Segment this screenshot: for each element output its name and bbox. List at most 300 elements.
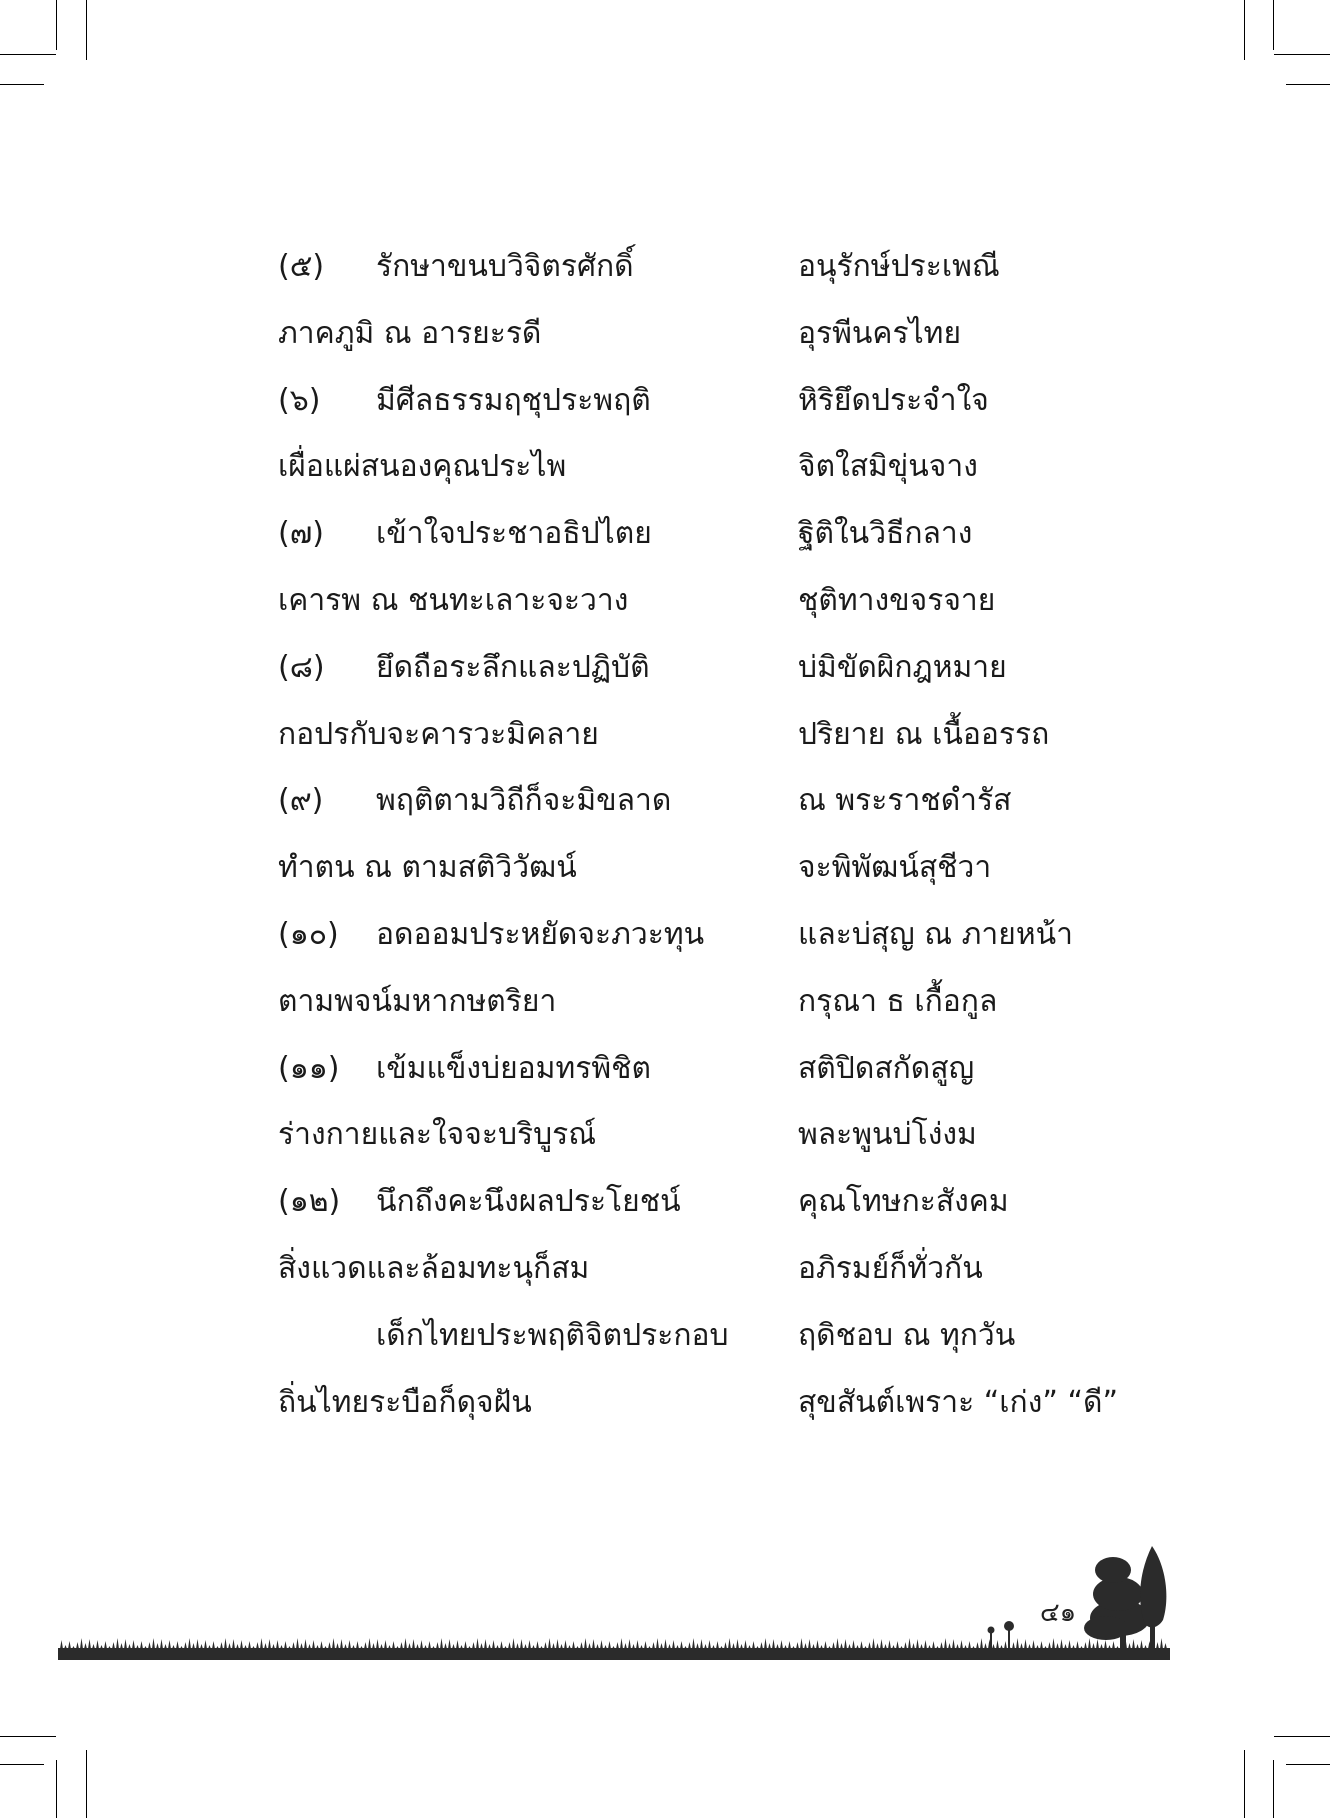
grass-blade <box>184 1642 187 1649</box>
poem-left-hemistich: เคารพ ณ ชนทะเลาะจะวาง <box>278 582 629 618</box>
grass-blade <box>776 1644 779 1649</box>
grass-blade <box>792 1646 795 1649</box>
grass-blade <box>96 1640 99 1649</box>
grass-blade <box>476 1638 479 1649</box>
grass-blade <box>556 1639 559 1649</box>
grass-blade <box>644 1641 647 1649</box>
grass-blade <box>124 1639 127 1649</box>
grass-blade <box>828 1646 831 1649</box>
flower-icon <box>988 1621 1015 1648</box>
grass-blade <box>288 1646 291 1649</box>
grass-blade <box>672 1640 675 1649</box>
grass-blade <box>632 1644 635 1649</box>
grass-blade <box>168 1640 171 1649</box>
grass-blade <box>656 1638 659 1649</box>
grass-blade <box>1036 1645 1039 1649</box>
grass-blade <box>636 1640 639 1649</box>
grass-blade <box>240 1640 243 1649</box>
poem-right-hemistich: กรุณา ธ เกื้อกูล <box>798 983 998 1019</box>
grass-blade <box>156 1643 159 1649</box>
grass-blade <box>292 1642 295 1649</box>
grass-blade <box>460 1645 463 1649</box>
grass-blade <box>764 1638 767 1649</box>
grass-blade <box>160 1639 163 1649</box>
grass-blade <box>772 1639 775 1649</box>
grass-blade <box>260 1638 263 1649</box>
grass-blade <box>304 1639 307 1649</box>
grass-blade <box>1060 1639 1063 1649</box>
grass-blade <box>324 1646 327 1649</box>
grass-blade <box>332 1638 335 1649</box>
poem-right-hemistich: ณ พระราชดำรัส <box>798 783 1012 819</box>
grass-blade <box>284 1641 287 1649</box>
grass-blade <box>620 1638 623 1649</box>
grass-blade <box>948 1643 951 1649</box>
grass-blade <box>472 1642 475 1649</box>
grass-blade <box>272 1644 275 1649</box>
grass-blade <box>824 1641 827 1649</box>
grass-blade <box>600 1640 603 1649</box>
grass-blade <box>944 1638 947 1649</box>
grass-blade <box>336 1643 339 1649</box>
grass-blade <box>220 1642 223 1649</box>
grass-blade <box>760 1642 763 1649</box>
grass-blade <box>680 1641 683 1649</box>
poem-left-hemistich: พฤติตามวิถีก็จะมิขลาด <box>376 783 672 819</box>
grass-blade <box>400 1642 403 1649</box>
grass-blade <box>192 1643 195 1649</box>
grass-blade <box>804 1643 807 1649</box>
grass-blade <box>1004 1641 1007 1649</box>
grass-blade <box>544 1642 547 1649</box>
grass-blade <box>852 1640 855 1649</box>
grass-blade <box>836 1638 839 1649</box>
grass-blade <box>712 1645 715 1649</box>
grass-blade <box>1028 1644 1031 1649</box>
grass-blade <box>768 1643 771 1649</box>
grass-blade <box>856 1645 859 1649</box>
grass-blade <box>912 1643 915 1649</box>
grass-blade <box>1164 1643 1167 1649</box>
poem-right-hemistich: พละพูนบ่โง่งม <box>798 1117 977 1153</box>
poem-right-hemistich: ปริยาย ณ เนื้ออรรถ <box>798 716 1050 752</box>
poem-right-hemistich: ฤดิชอบ ณ ทุกวัน <box>798 1317 1016 1353</box>
grass-blade <box>440 1638 443 1649</box>
grass-blade <box>1056 1643 1059 1649</box>
poem-left-hemistich: รักษาขนบวิจิตรศักดิ์ <box>376 249 634 284</box>
grass-blade <box>796 1642 799 1649</box>
grass-blade <box>848 1644 851 1649</box>
poem-right-hemistich: คุณโทษกะสังคม <box>798 1184 1009 1220</box>
grass-blade <box>232 1639 235 1649</box>
grass-blade <box>732 1643 735 1649</box>
grass-blade <box>736 1639 739 1649</box>
grass-blade <box>612 1646 615 1649</box>
grass-blade <box>864 1646 867 1649</box>
grass-blade <box>116 1638 119 1649</box>
poem-left-hemistich: เข้าใจประชาอธิปไตย <box>376 516 652 552</box>
poem-right-hemistich: อภิรมย์ก็ทั่วกัน <box>798 1250 983 1286</box>
grass-blade <box>1160 1638 1163 1649</box>
grass-blade <box>1088 1638 1091 1649</box>
grass-blade <box>1108 1645 1111 1649</box>
grass-blade <box>196 1639 199 1649</box>
grass-blade <box>320 1641 323 1649</box>
grass-blade <box>640 1645 643 1649</box>
grass-blade <box>496 1645 499 1649</box>
grass-blade <box>820 1645 823 1649</box>
grass-blade <box>144 1646 147 1649</box>
grass-blade <box>984 1643 987 1649</box>
grass-blade <box>700 1639 703 1649</box>
poem-right-hemistich: สุขสันต์เพราะ “เก่ง” “ดี” <box>798 1384 1119 1420</box>
grass-blade <box>524 1644 527 1649</box>
poem-left-hemistich: เข้มแข็งบ่ยอมทรพิชิต <box>376 1050 651 1086</box>
grass-blade <box>1068 1640 1071 1649</box>
page-number: ๔๑ <box>1040 1598 1077 1628</box>
stanza-number: (๖) <box>278 382 321 418</box>
grass-blade <box>252 1646 255 1649</box>
grass-blade <box>424 1645 427 1649</box>
poem-left-hemistich: มีศีลธรรมฤชุประพฤติ <box>376 382 651 418</box>
grass-blade <box>68 1641 71 1649</box>
grass-blade <box>452 1644 455 1649</box>
grass-blade <box>716 1641 719 1649</box>
grass-blade <box>1048 1642 1051 1649</box>
grass-blade <box>1040 1641 1043 1649</box>
grass-blade <box>928 1645 931 1649</box>
grass-blade <box>816 1640 819 1649</box>
grass-blade <box>216 1646 219 1649</box>
poem-left-hemistich: ภาคภูมิ ณ อารยะรดี <box>278 315 542 351</box>
grass-blade <box>756 1646 759 1649</box>
grass-blade <box>188 1638 191 1649</box>
grass-blade <box>64 1645 67 1649</box>
grass-blade <box>528 1640 531 1649</box>
grass-blade <box>380 1644 383 1649</box>
grass-blade <box>972 1646 975 1649</box>
grass-blade <box>340 1639 343 1649</box>
grass-blade <box>104 1641 107 1649</box>
grass-blade <box>448 1639 451 1649</box>
grass-blade <box>352 1645 355 1649</box>
grass-blade <box>392 1641 395 1649</box>
poem-left-hemistich: ตามพจน์มหากษตริยา <box>278 983 557 1019</box>
grass-blade <box>976 1642 979 1649</box>
grass-blade <box>616 1642 619 1649</box>
grass-blade <box>728 1638 731 1649</box>
grass-blade <box>296 1638 299 1649</box>
grass-blade <box>788 1641 791 1649</box>
grass-blade <box>596 1644 599 1649</box>
grass-blade <box>688 1642 691 1649</box>
grass-blade <box>1112 1641 1115 1649</box>
grass-blade <box>120 1643 123 1649</box>
grass-blade <box>244 1645 247 1649</box>
poem-left-hemistich: ทำตน ณ ตามสติวิวัฒน์ <box>278 850 577 886</box>
grass-blade <box>404 1638 407 1649</box>
grass-blade <box>328 1642 331 1649</box>
grass-blade <box>280 1645 283 1649</box>
grass-blade <box>1092 1643 1095 1649</box>
poem-left-hemistich: เด็กไทยประพฤติจิตประกอบ <box>376 1317 729 1353</box>
grass-blade <box>60 1640 63 1649</box>
stanza-number: (๘) <box>278 649 325 685</box>
grass-blade <box>744 1640 747 1649</box>
grass-blade <box>660 1643 663 1649</box>
grass-blade <box>872 1638 875 1649</box>
grass-blade <box>812 1644 815 1649</box>
grass-blade <box>704 1644 707 1649</box>
stanza-number: (๑๑) <box>278 1050 340 1086</box>
grass-blade <box>212 1641 215 1649</box>
grass-blade <box>500 1641 503 1649</box>
grass-blade <box>136 1645 139 1649</box>
grass-blade <box>140 1641 143 1649</box>
grass-blade <box>1044 1646 1047 1649</box>
grass-blade <box>504 1646 507 1649</box>
grass-blade <box>84 1643 87 1649</box>
grass-blade <box>436 1642 439 1649</box>
grass-blade <box>652 1642 655 1649</box>
grass-blade <box>884 1644 887 1649</box>
grass-blade <box>416 1644 419 1649</box>
grass-blade <box>1096 1639 1099 1649</box>
grass-blade <box>900 1646 903 1649</box>
poem-left-hemistich: กอปรกับจะคารวะมิคลาย <box>278 716 599 752</box>
grass-blade <box>624 1643 627 1649</box>
grass-blade <box>508 1642 511 1649</box>
grass-blade <box>176 1641 179 1649</box>
grass-blade <box>412 1639 415 1649</box>
grass-blade <box>648 1646 651 1649</box>
grass-blade <box>372 1643 375 1649</box>
grass-blade <box>376 1639 379 1649</box>
grass-blade <box>960 1640 963 1649</box>
grass-blade <box>152 1638 155 1649</box>
grass-blade <box>224 1638 227 1649</box>
grass-blade <box>1076 1641 1079 1649</box>
grass-blade <box>832 1642 835 1649</box>
grass-blade <box>384 1640 387 1649</box>
stanza-number: (๙) <box>278 783 324 819</box>
grass-blade <box>512 1638 515 1649</box>
grass-blade <box>88 1639 91 1649</box>
poem-right-hemistich: ฐิติในวิธีกลาง <box>798 516 973 552</box>
poem-left-hemistich: ถิ่นไทยระบือก็ดุจฝัน <box>278 1384 532 1420</box>
grass-blade <box>952 1639 955 1649</box>
grass-blade <box>1084 1642 1087 1649</box>
grass-blade <box>1104 1640 1107 1649</box>
grass-blade <box>520 1639 523 1649</box>
grass-blade <box>76 1642 79 1649</box>
grass-blade <box>996 1640 999 1649</box>
grass-blade <box>128 1644 131 1649</box>
grass-blade <box>548 1638 551 1649</box>
poem-right-hemistich: ชุติทางขจรจาย <box>798 582 996 618</box>
grass-blade <box>932 1641 935 1649</box>
grass-blade <box>552 1643 555 1649</box>
grass-blade <box>1156 1642 1159 1649</box>
grass-blade <box>428 1641 431 1649</box>
grass-blade <box>664 1639 667 1649</box>
poem-left-hemistich: เผื่อแผ่สนองคุณประไพ <box>278 449 567 485</box>
grass-blade <box>388 1645 391 1649</box>
grass-blade <box>696 1643 699 1649</box>
grass-blade <box>628 1639 631 1649</box>
grass-blade <box>740 1644 743 1649</box>
grass-blade <box>264 1643 267 1649</box>
grass-blade <box>724 1642 727 1649</box>
grass-blade <box>112 1642 115 1649</box>
grass-blade <box>248 1641 251 1649</box>
grass-blade <box>1032 1640 1035 1649</box>
grass-blade <box>536 1641 539 1649</box>
grass-blade <box>1024 1639 1027 1649</box>
grass-blade <box>208 1645 211 1649</box>
grass-blade <box>936 1646 939 1649</box>
poem-right-hemistich: หิริยึดประจำใจ <box>798 382 989 418</box>
grass-blade <box>800 1638 803 1649</box>
grass-blade <box>568 1645 571 1649</box>
poem-left-hemistich: ยึดถือระลึกและปฏิบัติ <box>376 649 650 685</box>
grass-blade <box>236 1644 239 1649</box>
grass-blade <box>592 1639 595 1649</box>
grass-blade <box>408 1643 411 1649</box>
tall-tree-icon <box>1140 1546 1166 1648</box>
grass-blade <box>572 1641 575 1649</box>
round-tree-icon <box>1084 1557 1150 1648</box>
stanza-number: (๗) <box>278 516 324 552</box>
poem-left-hemistich: สิ่งแวดและล้อมทะนุก็สม <box>278 1250 590 1286</box>
poem-right-hemistich: จิตใสมิขุ่นจาง <box>798 449 978 485</box>
grass-blade <box>904 1642 907 1649</box>
grass-blade <box>532 1645 535 1649</box>
poem-left-hemistich: นึกถึงคะนึงผลประโยชน์ <box>376 1184 681 1220</box>
grass-blade <box>300 1643 303 1649</box>
grass-blade <box>92 1644 95 1649</box>
grass-blade <box>132 1640 135 1649</box>
grass-blade <box>1016 1638 1019 1649</box>
grass-blade <box>396 1646 399 1649</box>
grass-blade <box>456 1640 459 1649</box>
stanza-number: (๕) <box>278 249 325 284</box>
grass-blade <box>268 1639 271 1649</box>
grass-blade <box>364 1642 367 1649</box>
ground-strip <box>58 1648 1170 1660</box>
grass-blade <box>172 1645 175 1649</box>
grass-blade <box>752 1641 755 1649</box>
grass-blade <box>980 1638 983 1649</box>
grass-blade <box>1136 1644 1139 1649</box>
grass-blade <box>164 1644 167 1649</box>
grass-blade <box>348 1640 351 1649</box>
grass-blade <box>1116 1646 1119 1649</box>
grass-blade <box>604 1645 607 1649</box>
grass-blade <box>868 1642 871 1649</box>
grass-blade <box>992 1644 995 1649</box>
grass-blade <box>920 1644 923 1649</box>
grass-blade <box>956 1644 959 1649</box>
grass-blade <box>780 1640 783 1649</box>
grass-blade <box>924 1640 927 1649</box>
grass-blade <box>256 1642 259 1649</box>
grass-blade <box>876 1643 879 1649</box>
grass-blade <box>100 1645 103 1649</box>
grass-blade <box>844 1639 847 1649</box>
grass-blade <box>276 1640 279 1649</box>
grass-blade <box>1020 1643 1023 1649</box>
grass-blade <box>1080 1646 1083 1649</box>
grass-blade <box>72 1646 75 1649</box>
grass-blade <box>588 1643 591 1649</box>
grass-blade <box>484 1639 487 1649</box>
grass-blade <box>668 1644 671 1649</box>
grass-blade <box>368 1638 371 1649</box>
grass-blade <box>316 1645 319 1649</box>
stanza-number: (๑๐) <box>278 916 339 952</box>
grass-blade <box>916 1639 919 1649</box>
grass-blade <box>480 1643 483 1649</box>
grass-blade <box>840 1643 843 1649</box>
grass-blade <box>1072 1645 1075 1649</box>
grass-blade <box>708 1640 711 1649</box>
poem-right-hemistich: อนุรักษ์ประเพณี <box>798 249 1000 284</box>
grass-blade <box>964 1645 967 1649</box>
poem-left-hemistich: อดออมประหยัดจะภวะทุน <box>376 916 705 952</box>
grass-blade <box>908 1638 911 1649</box>
grass-blade <box>148 1642 151 1649</box>
grass-blade <box>720 1646 723 1649</box>
grass-blade <box>516 1643 519 1649</box>
grass-blade <box>684 1646 687 1649</box>
grass-blade <box>968 1641 971 1649</box>
grass-blade <box>228 1643 231 1649</box>
grass-blade <box>540 1646 543 1649</box>
grass-blade <box>860 1641 863 1649</box>
poem-right-hemistich: อุรพีนครไทย <box>798 315 962 351</box>
grass-blade <box>1100 1644 1103 1649</box>
grass-blade <box>356 1641 359 1649</box>
poem-right-hemistich: บ่มิขัดผิกฎหมาย <box>798 649 1007 685</box>
grass-blade <box>692 1638 695 1649</box>
grass-blade <box>608 1641 611 1649</box>
poem-right-hemistich: สติปิดสกัดสูญ <box>798 1050 975 1086</box>
grass-blade <box>560 1644 563 1649</box>
grass-blade <box>564 1640 567 1649</box>
grass-blade <box>468 1646 471 1649</box>
grass-blade <box>308 1644 311 1649</box>
grass-blade <box>892 1645 895 1649</box>
grass-blade <box>180 1646 183 1649</box>
grass-blade <box>344 1644 347 1649</box>
grass-blade <box>360 1646 363 1649</box>
grass-blade <box>1144 1645 1147 1649</box>
grass-blade <box>748 1645 751 1649</box>
grass-blade <box>444 1643 447 1649</box>
poem-right-hemistich: และบ่สุญ ณ ภายหน้า <box>798 916 1073 952</box>
grass-blade <box>1000 1645 1003 1649</box>
grass-blade <box>888 1640 891 1649</box>
grass-blade <box>1140 1640 1143 1649</box>
grass-blade <box>200 1644 203 1649</box>
grass-blade <box>784 1645 787 1649</box>
grass-blade <box>464 1641 467 1649</box>
grass-blade <box>576 1646 579 1649</box>
grass-blade <box>1132 1639 1135 1649</box>
stanza-number: (๑๒) <box>278 1184 341 1220</box>
grass-blade <box>880 1639 883 1649</box>
